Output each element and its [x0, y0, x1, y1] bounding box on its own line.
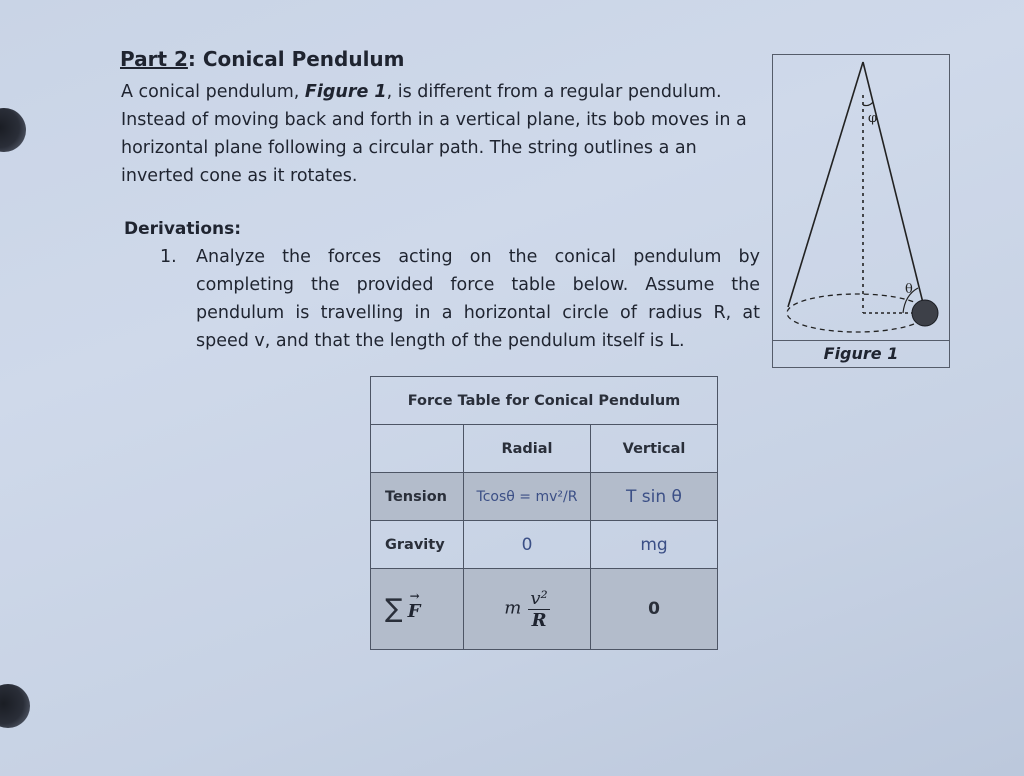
conical-pendulum-diagram	[773, 55, 951, 369]
fraction-numerator: v²	[530, 587, 548, 609]
gravity-radial-answer[interactable]: 0	[464, 521, 591, 569]
force-table-title: Force Table for Conical Pendulum	[371, 377, 718, 425]
fraction-denominator: R	[531, 609, 547, 631]
force-vector: → F	[407, 589, 421, 622]
intro-text-after: , is different from a regular pendulum. Instead of moving back and forth in a vertical plane, its bob moves in a horizontal plane following a circular path. The string outlines a an inverted cone as it rotates.	[121, 82, 747, 186]
derivation-item	[160, 243, 760, 355]
binder-hole-bottom	[0, 684, 30, 728]
intro-figure-ref: Figure 1	[304, 82, 387, 102]
header-radial: Radial	[464, 425, 591, 473]
sigma-symbol: ∑	[385, 594, 403, 624]
derivations-heading: Derivations:	[124, 219, 242, 239]
theta-label: θ	[905, 282, 913, 297]
row-tension-label: Tension	[371, 473, 464, 521]
phi-angle-arc	[863, 102, 873, 106]
part-title	[120, 47, 405, 71]
phi-label: φ	[868, 111, 878, 126]
cone-left-edge	[788, 62, 863, 307]
tension-radial-answer[interactable]: Tcosθ = mv²/R	[464, 473, 591, 521]
force-table	[370, 376, 718, 650]
derivation-number: 1.	[160, 247, 177, 267]
row-gravity-label: Gravity	[371, 521, 464, 569]
header-vertical: Vertical	[591, 425, 718, 473]
mass-symbol: m	[504, 597, 522, 618]
header-empty	[371, 425, 464, 473]
figure-1	[772, 54, 950, 368]
derivation-text: Analyze the forces acting on the conical pendulum by completing the provided force table below. Assume the pendulum is travelling in a horizontal circle of radius R, at speed v, and that the length of the pendulum itself is L.	[196, 247, 760, 351]
part-label: Part 2	[120, 47, 188, 71]
part-subtitle: : Conical Pendulum	[187, 47, 405, 71]
intro-text-before: A conical pendulum,	[121, 82, 305, 102]
figure-caption: Figure 1	[773, 340, 949, 367]
tension-vertical-answer[interactable]: T sin θ	[591, 473, 718, 521]
binder-hole-top	[0, 108, 26, 152]
intro-paragraph	[121, 78, 761, 190]
net-vertical-value: 0	[591, 569, 718, 650]
gravity-vertical-answer[interactable]: mg	[591, 521, 718, 569]
pendulum-bob	[912, 300, 938, 326]
net-radial-value	[464, 569, 591, 650]
pendulum-string	[863, 62, 925, 311]
velocity-fraction	[528, 588, 549, 631]
row-net-force-label	[371, 569, 464, 650]
